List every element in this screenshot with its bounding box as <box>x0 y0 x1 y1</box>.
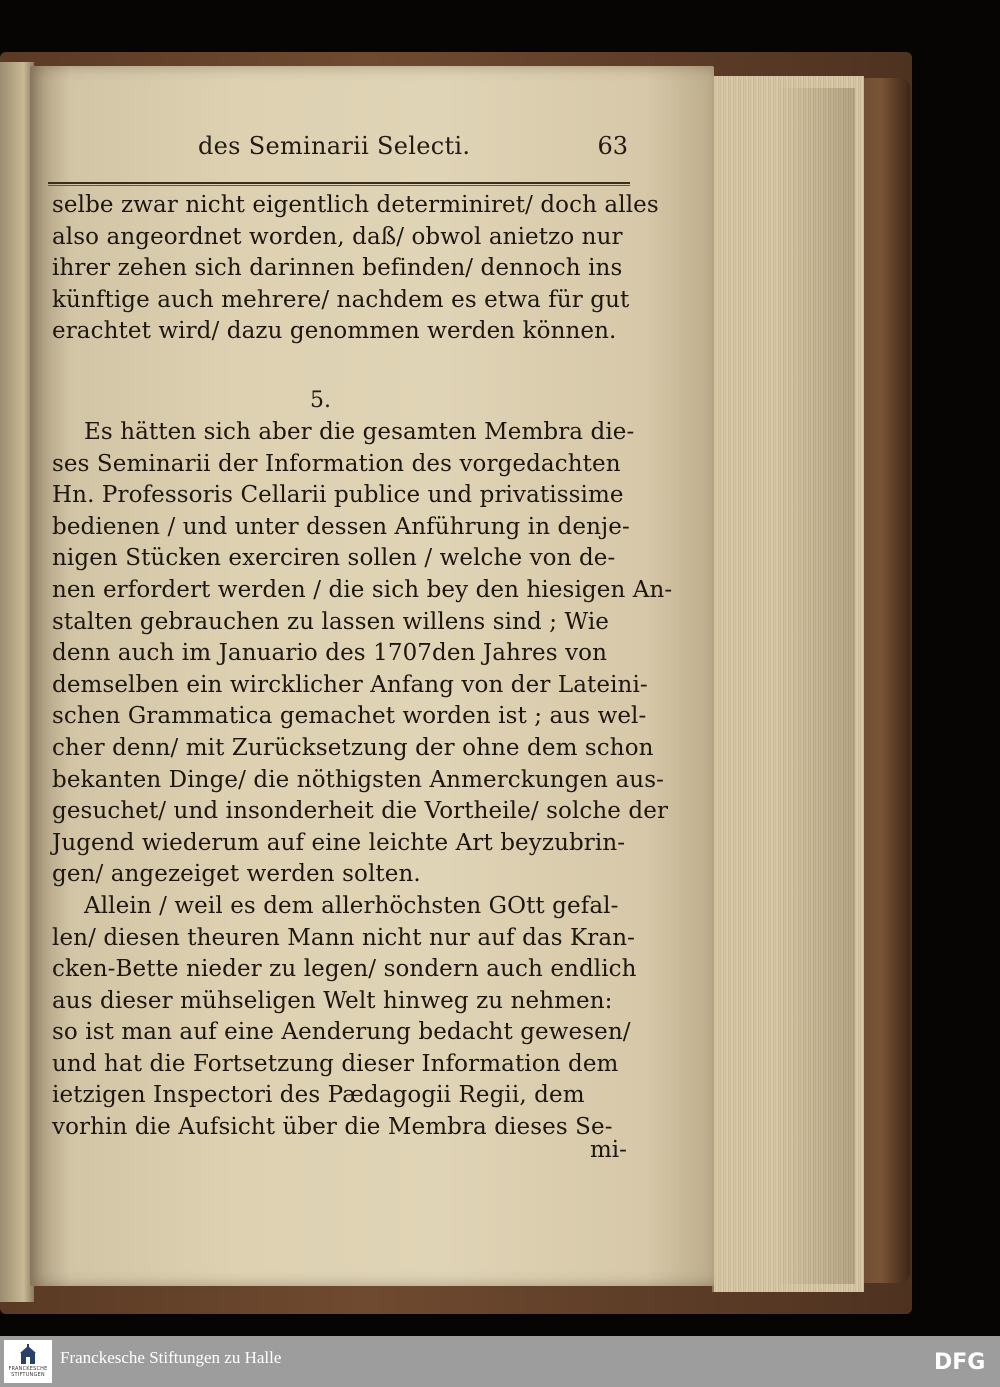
text-line: denn auch im Januario des 1707den Jahres von <box>52 640 608 667</box>
text-line: bedienen / und unter dessen Anführung in denje- <box>52 513 630 540</box>
text-line: schen Grammatica gemachet worden ist ; aus wel- <box>52 703 647 730</box>
text-line: Hn. Professoris Cellarii publice und privatissime <box>52 482 624 509</box>
catchword: mi- <box>590 1137 627 1163</box>
text-line: erachtet wird/ dazu genommen werden können. <box>52 318 617 345</box>
dfg-logo-text: DFG <box>934 1350 986 1372</box>
page-header <box>48 130 630 164</box>
text-line: nigen Stücken exerciren sollen / welche von de- <box>52 545 616 572</box>
text-line: so ist man auf eine Aenderung bedacht gewesen/ <box>52 1019 631 1046</box>
section-number: 5. <box>310 388 331 413</box>
viewer-footer <box>0 1336 1000 1387</box>
text-line: ses Seminarii der Information des vorgedachten <box>52 450 621 477</box>
facing-page-edge <box>0 62 34 1302</box>
text-line: nen erfordert werden / die sich bey den hiesigen An- <box>52 576 673 603</box>
logo-caption-2: STIFTUNGEN <box>11 1372 45 1378</box>
dfg-logo[interactable] <box>934 1348 990 1376</box>
franckesche-stiftungen-logo[interactable] <box>4 1340 52 1383</box>
institution-name[interactable]: Franckesche Stiftungen zu Halle <box>60 1348 282 1367</box>
text-line: stalten gebrauchen zu lassen willens sind ; Wie <box>52 608 610 635</box>
building-icon <box>19 1344 37 1366</box>
text-line: aus dieser mühseligen Welt hinweg zu nehmen: <box>52 987 613 1014</box>
text-line: Jugend wiederum auf eine leichte Art beyzubrin- <box>52 829 626 856</box>
text-line: cher denn/ mit Zurücksetzung der ohne dem schon <box>52 734 654 761</box>
text-line: len/ diesen theuren Mann nicht nur auf das Kran- <box>52 924 636 951</box>
text-line: selbe zwar nicht eigentlich determiniret/ doch alles <box>52 192 659 218</box>
text-line: gen/ angezeiget werden solten. <box>52 861 421 888</box>
page-number: 63 <box>597 132 628 160</box>
text-line: vorhin die Aufsicht über die Membra dieses Se- <box>52 1114 613 1141</box>
body-text-main <box>52 417 673 1144</box>
text-line: Es hätten sich aber die gesamten Membra die- <box>84 419 635 445</box>
text-line: Allein / weil es dem allerhöchsten GOtt gefal- <box>84 892 619 919</box>
header-rule-thin <box>48 185 630 186</box>
text-line: ietzigen Inspectori des Pædagogii Regii, dem <box>52 1082 585 1109</box>
text-line: gesuchet/ und insonderheit die Vortheile/ solche der <box>52 798 669 825</box>
text-line: also angeordnet worden, daß/ obwol anietzo nur <box>52 223 623 250</box>
logo-caption: FRANCKESCHE <box>8 1366 48 1372</box>
text-line: und hat die Fortsetzung dieser Information dem <box>52 1050 619 1077</box>
text-line: ihrer zehen sich darinnen befinden/ dennoch ins <box>52 255 623 282</box>
running-head: des Seminarii Selecti. <box>198 132 471 160</box>
text-line: bekanten Dinge/ die nöthigsten Anmerckungen aus- <box>52 766 664 793</box>
header-rule <box>48 182 630 184</box>
body-text-top <box>52 190 659 348</box>
text-line: demselben ein wircklicher Anfang von der Lateini- <box>52 671 648 698</box>
text-line: künftige auch mehrere/ nachdem es etwa für gut <box>52 286 630 313</box>
dfg-logo-icon <box>934 1348 990 1372</box>
text-line: cken-Bette nieder zu legen/ sondern auch endlich <box>52 956 637 983</box>
page-edges-shadow <box>775 88 855 1284</box>
